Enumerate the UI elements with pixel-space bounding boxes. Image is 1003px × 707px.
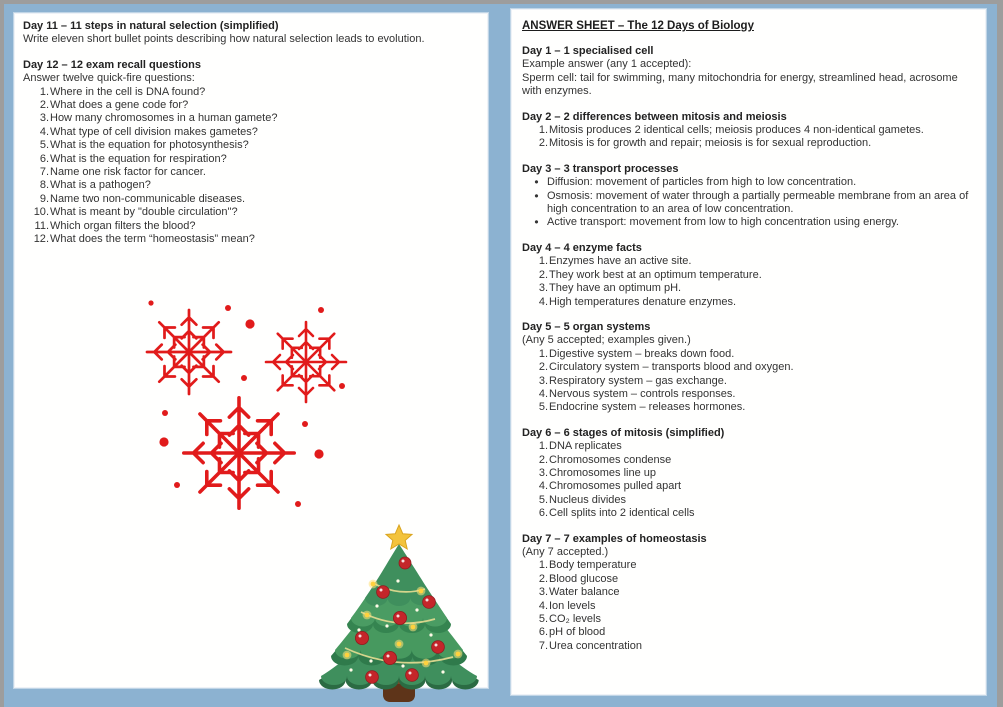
snow-dots-icon	[148, 300, 345, 507]
answer-sheet-title: ANSWER SHEET – The 12 Days of Biology	[522, 20, 754, 32]
question-item: What type of cell division makes gametes?	[50, 125, 258, 138]
day5-heading: Day 5 – 5 organ systems	[522, 320, 651, 333]
answer-item: They have an optimum pH.	[549, 282, 682, 295]
star-icon	[386, 525, 412, 549]
answer-sheet-page-right	[511, 9, 986, 695]
answer-item: Blood glucose	[549, 572, 619, 585]
snowflakes-icon	[147, 300, 346, 508]
answer-item: Endocrine system – releases hormones.	[549, 401, 746, 414]
answer-item: • Diffusion: movement of particles from high to low concentration.	[522, 176, 971, 189]
answer-item: Ion levels	[549, 599, 596, 612]
day12-question-list	[23, 86, 475, 247]
answer-item: Digestive system – breaks down food.	[549, 347, 735, 360]
answer-item: Mitosis produces 2 identical cells; meiosis produces 4 non-identical gametes.	[549, 124, 924, 137]
answer-item: Chromosomes pulled apart	[549, 480, 682, 493]
day6-heading: Day 6 – 6 stages of mitosis (simplified)	[522, 426, 725, 439]
question-item: What is the equation for respiration?	[50, 152, 227, 165]
tree-baubles-icon	[355, 557, 444, 683]
answer-item: pH of blood	[549, 626, 606, 639]
answer-item: Nervous system – controls responses.	[549, 387, 736, 400]
answer-item: Enzymes have an active site.	[549, 255, 692, 268]
question-item: What does a gene code for?	[50, 99, 189, 112]
answer-item: High temperatures denature enzymes.	[549, 295, 737, 308]
answer-item: Water balance	[549, 586, 620, 599]
answer-item: Cell splits into 2 identical cells	[549, 507, 695, 520]
question-item: What is meant by "double circulation"?	[50, 206, 238, 219]
day4-heading: Day 4 – 4 enzyme facts	[522, 241, 642, 254]
answer-item: They work best at an optimum temperature.	[549, 268, 762, 281]
day5-intro: (Any 5 accepted; examples given.)	[522, 334, 691, 347]
answer-item: Urea concentration	[549, 639, 642, 652]
answer-item: Chromosomes line up	[549, 466, 656, 479]
christmas-tree-icon	[319, 525, 479, 702]
day1-line: Sperm cell: tail for swimming, many mitochondria for energy, streamlined head, acrosome with enzymes.	[522, 71, 958, 98]
day6-list	[522, 440, 971, 520]
answer-item: Circulatory system – transports blood and oxygen.	[549, 361, 794, 374]
question-item: What is the equation for photosynthesis?	[50, 139, 249, 152]
day3-heading: Day 3 – 3 transport processes	[522, 162, 679, 175]
answer-item: Chromosomes condense	[549, 453, 672, 466]
day4-list	[522, 255, 971, 309]
question-item: Where in the cell is DNA found?	[50, 85, 206, 98]
day11-heading: Day 11 – 11 steps in natural selection (simplified)	[23, 20, 279, 32]
day12-intro: Answer twelve quick-fire questions:	[23, 72, 195, 85]
blue-background-board	[4, 4, 997, 707]
day7-intro: (Any 7 accepted.)	[522, 546, 609, 558]
answer-item: Body temperature	[549, 559, 637, 572]
question-item: What is a pathogen?	[50, 179, 151, 192]
answer-item: Nucleus divides	[549, 493, 627, 506]
tree-lights-icon	[343, 579, 463, 673]
answer-item: DNA replicates	[549, 440, 622, 453]
day5-list	[522, 348, 971, 415]
question-item: What does the term “homeostasis” mean?	[50, 233, 255, 246]
worksheet-page-left	[14, 13, 488, 688]
question-item: Name two non-communicable diseases.	[50, 192, 246, 205]
answer-item: CO₂ levels	[549, 613, 601, 626]
question-item: Name one risk factor for cancer.	[50, 166, 206, 179]
day12-heading: Day 12 – 12 exam recall questions	[23, 58, 201, 71]
day3-list	[522, 176, 971, 230]
answer-item: Mitosis is for growth and repair; meiosis is for sexual reproduction.	[549, 137, 872, 150]
day2-list	[522, 124, 971, 151]
day7-heading: Day 7 – 7 examples of homeostasis	[522, 532, 707, 545]
answer-item: • Active transport: movement from low to high concentration using energy.	[522, 216, 971, 229]
day11-instruction: Write eleven short bullet points describing how natural selection leads to evolution.	[23, 33, 425, 46]
answer-item: Respiratory system – gas exchange.	[549, 374, 727, 387]
day2-heading: Day 2 – 2 differences between mitosis and meiosis	[522, 110, 787, 123]
question-item: Which organ filters the blood?	[50, 219, 196, 232]
day7-list	[522, 559, 971, 653]
day1-heading: Day 1 – 1 specialised cell	[522, 45, 654, 57]
question-item: How many chromosomes in a human gamete?	[50, 112, 278, 125]
day1-line: Example answer (any 1 accepted):	[522, 58, 692, 71]
answer-item: • Osmosis: movement of water through a partially permeable membrane from an area of high concentration to an area of low concentration.	[522, 190, 971, 217]
